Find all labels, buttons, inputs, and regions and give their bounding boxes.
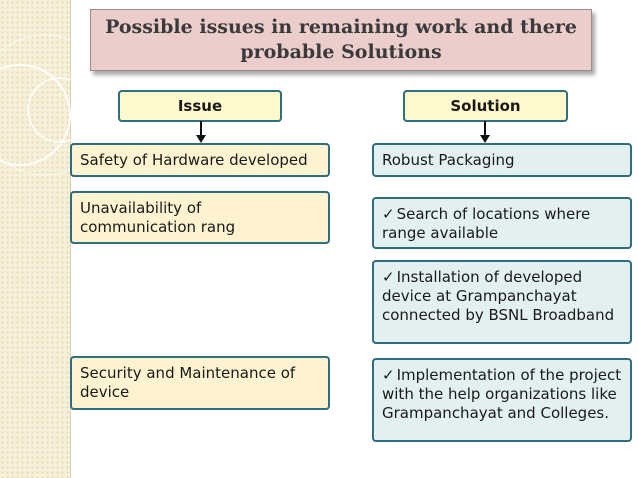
checkmark-icon: ✓	[382, 366, 395, 384]
slide-title: Possible issues in remaining work and there probable Solutions	[90, 9, 592, 71]
solution-box-1	[372, 143, 632, 177]
solution-box-2	[372, 197, 632, 249]
solution-header: Solution	[403, 90, 568, 122]
checkmark-icon: ✓	[382, 268, 395, 286]
solution-text: Installation of developed device at Grampanchayat connected by BSNL Broadband	[382, 268, 615, 324]
issue-header: Issue	[118, 90, 282, 122]
checkmark-icon: ✓	[382, 205, 395, 223]
solution-box-3	[372, 260, 632, 344]
solution-text: Robust Packaging	[382, 150, 515, 169]
solution-text: Search of locations where range available	[382, 205, 591, 242]
solution-box-4	[372, 358, 632, 442]
issue-text: Unavailability of communication rang	[80, 199, 236, 236]
solution-text: Implementation of the project with the help organizations like Grampanchayat and Colleges.	[382, 366, 622, 422]
issue-box-3	[70, 356, 330, 410]
issue-box-1	[70, 143, 330, 177]
solution-arrow	[478, 121, 492, 145]
issue-text: Safety of Hardware developed	[80, 150, 308, 169]
issue-text: Security and Maintenance of device	[80, 364, 296, 401]
issue-box-2	[70, 191, 330, 244]
issue-arrow	[194, 121, 208, 145]
